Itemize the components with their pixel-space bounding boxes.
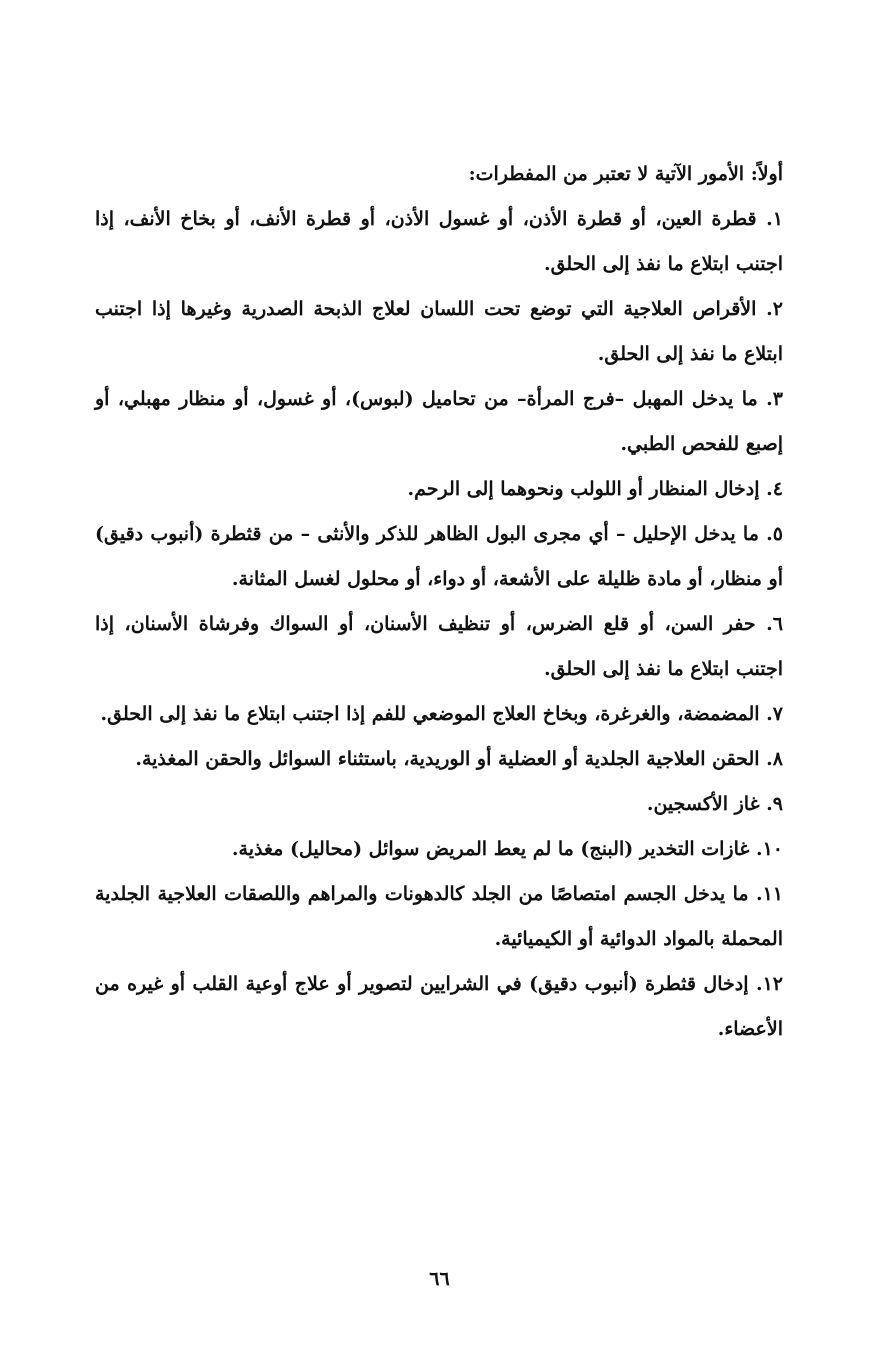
item-text: ما يدخل الإحليل – أي مجرى البول الظاهر للذكر والأنثى – من قثطرة (أنبوب دقيق) أو منظار، أو مادة ظليلة على الأشعة، أو دواء، أو محلول لغسل المثانة. (95, 523, 783, 590)
item-text: قطرة العين، أو قطرة الأذن، أو غسول الأذن، أو قطرة الأنف، أو بخاخ الأنف، إذا اجتنب ابتلاع ما نفذ إلى الحلق. (95, 208, 783, 275)
list-item (95, 467, 783, 512)
item-number: ١٠. (755, 838, 783, 860)
item-text: ما يدخل الجسم امتصاصًا من الجلد كالدهونات والمراهم واللصقات العلاجية الجلدية المحملة بالمواد الدوائية أو الكيميائية. (95, 883, 783, 950)
list-item (95, 512, 783, 602)
item-number: ١. (766, 208, 783, 230)
item-text: إدخال المنظار أو اللولب ونحوهما إلى الرحم. (407, 478, 760, 500)
item-number: ٢. (766, 298, 783, 320)
page-body (95, 152, 783, 1052)
item-text: غاز الأكسجين. (646, 793, 760, 815)
item-number: ٥. (766, 523, 783, 545)
list-item (95, 737, 783, 782)
list-item (95, 197, 783, 287)
item-number: ١١. (755, 883, 783, 905)
list-item (95, 782, 783, 827)
list-item (95, 692, 783, 737)
item-text: ما يدخل المهبل –فرج المرأة– من تحاميل (لبوس)، أو غسول، أو منظار مهبلي، أو إصبع للفحص الطبي. (95, 388, 783, 455)
item-text: المضمضة، والغرغرة، وبخاخ العلاج الموضعي للفم إذا اجتنب ابتلاع ما نفذ إلى الحلق. (100, 703, 760, 725)
item-text: إدخال قثطرة (أنبوب دقيق) في الشرايين لتصوير أو علاج أوعية القلب أو غيره من الأعضاء. (95, 973, 783, 1040)
list-item (95, 872, 783, 962)
item-number: ٧. (766, 703, 783, 725)
list-item (95, 962, 783, 1052)
item-number: ١٢. (755, 973, 783, 995)
item-text: الأقراص العلاجية التي توضع تحت اللسان لعلاج الذبحة الصدرية وغيرها إذا اجتنب ابتلاع ما نفذ إلى الحلق. (95, 298, 783, 365)
item-number: ٩. (766, 793, 783, 815)
item-text: الحقن العلاجية الجلدية أو العضلية أو الوريدية، باستثناء السوائل والحقن المغذية. (135, 748, 760, 770)
page-number: ٦٦ (429, 1268, 450, 1290)
item-number: ٤. (766, 478, 783, 500)
list-item (95, 602, 783, 692)
list-item (95, 377, 783, 467)
list-item (95, 827, 783, 872)
item-number: ٨. (766, 748, 783, 770)
section-heading: أولاً: الأمور الآتية لا تعتبر من المفطرات: (468, 163, 783, 185)
item-number: ٦. (766, 613, 783, 635)
item-text: غازات التخدير (البنج) ما لم يعط المريض سوائل (محاليل) مغذية. (231, 838, 750, 860)
list-item (95, 287, 783, 377)
item-number: ٣. (766, 388, 783, 410)
item-text: حفر السن، أو قلع الضرس، أو تنظيف الأسنان، أو السواك وفرشاة الأسنان، إذا اجتنب ابتلاع ما نفذ إلى الحلق. (95, 613, 783, 680)
